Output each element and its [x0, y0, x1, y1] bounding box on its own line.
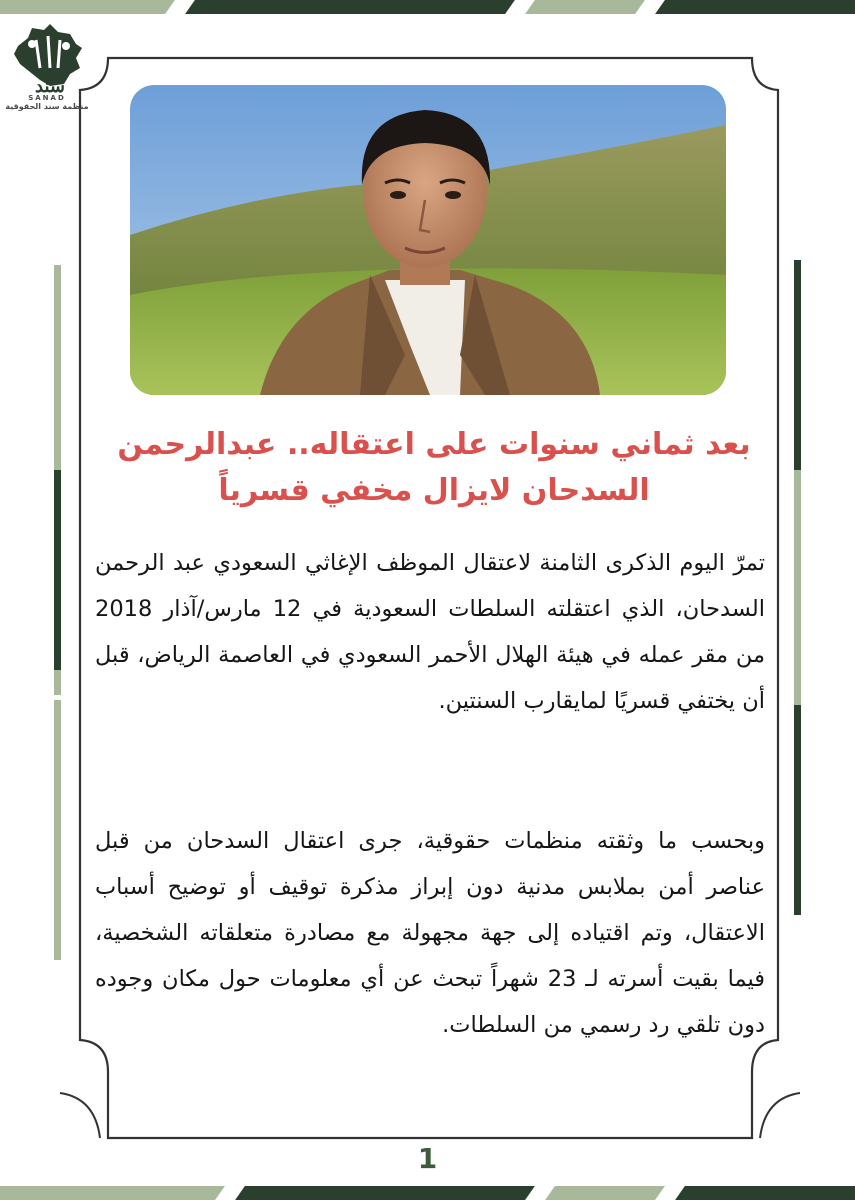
logo-arabic-mark: سند	[35, 76, 65, 97]
article-headline: بعد ثماني سنوات على اعتقاله.. عبدالرحمن السدحان لايزال مخفي قسرياً	[117, 427, 751, 508]
page-number: 1	[417, 1142, 438, 1175]
logo-arabic-text: منظمة سند الحقوقية	[5, 102, 89, 111]
logo-latin-text: SANAD	[28, 94, 66, 102]
logo-caption	[4, 94, 90, 111]
article-paragraph-1: تمرّ اليوم الذكرى الثامنة لاعتقال الموظف الإغاثي السعودي عبد الرحمن السدحان، الذي اعتقلته السلطات السعودية في 12 مارس/آذار 2018 من مقر عمله في هيئة الهلال الأحمر السعودي في العاصمة الرياض، قبل أن يختفي قسريًا لمايقارب السنتين.	[95, 550, 765, 714]
article-paragraph-2: وبحسب ما وثقته منظمات حقوقية، جرى اعتقال السدحان من قبل عناصر أمن بملابس مدنية دون إبراز مذكرة توقيف أو توضيح أسباب الاعتقال، وتم اقتياده إلى جهة مجهولة مع مصادرة متعلقاته الشخصية، فيما بقيت أسرته لـ 23 شهراً تبحث عن أي معلومات حول مكان وجوده دون تلقي رد رسمي من السلطات.	[95, 828, 765, 1038]
portrait-photo	[130, 85, 726, 395]
